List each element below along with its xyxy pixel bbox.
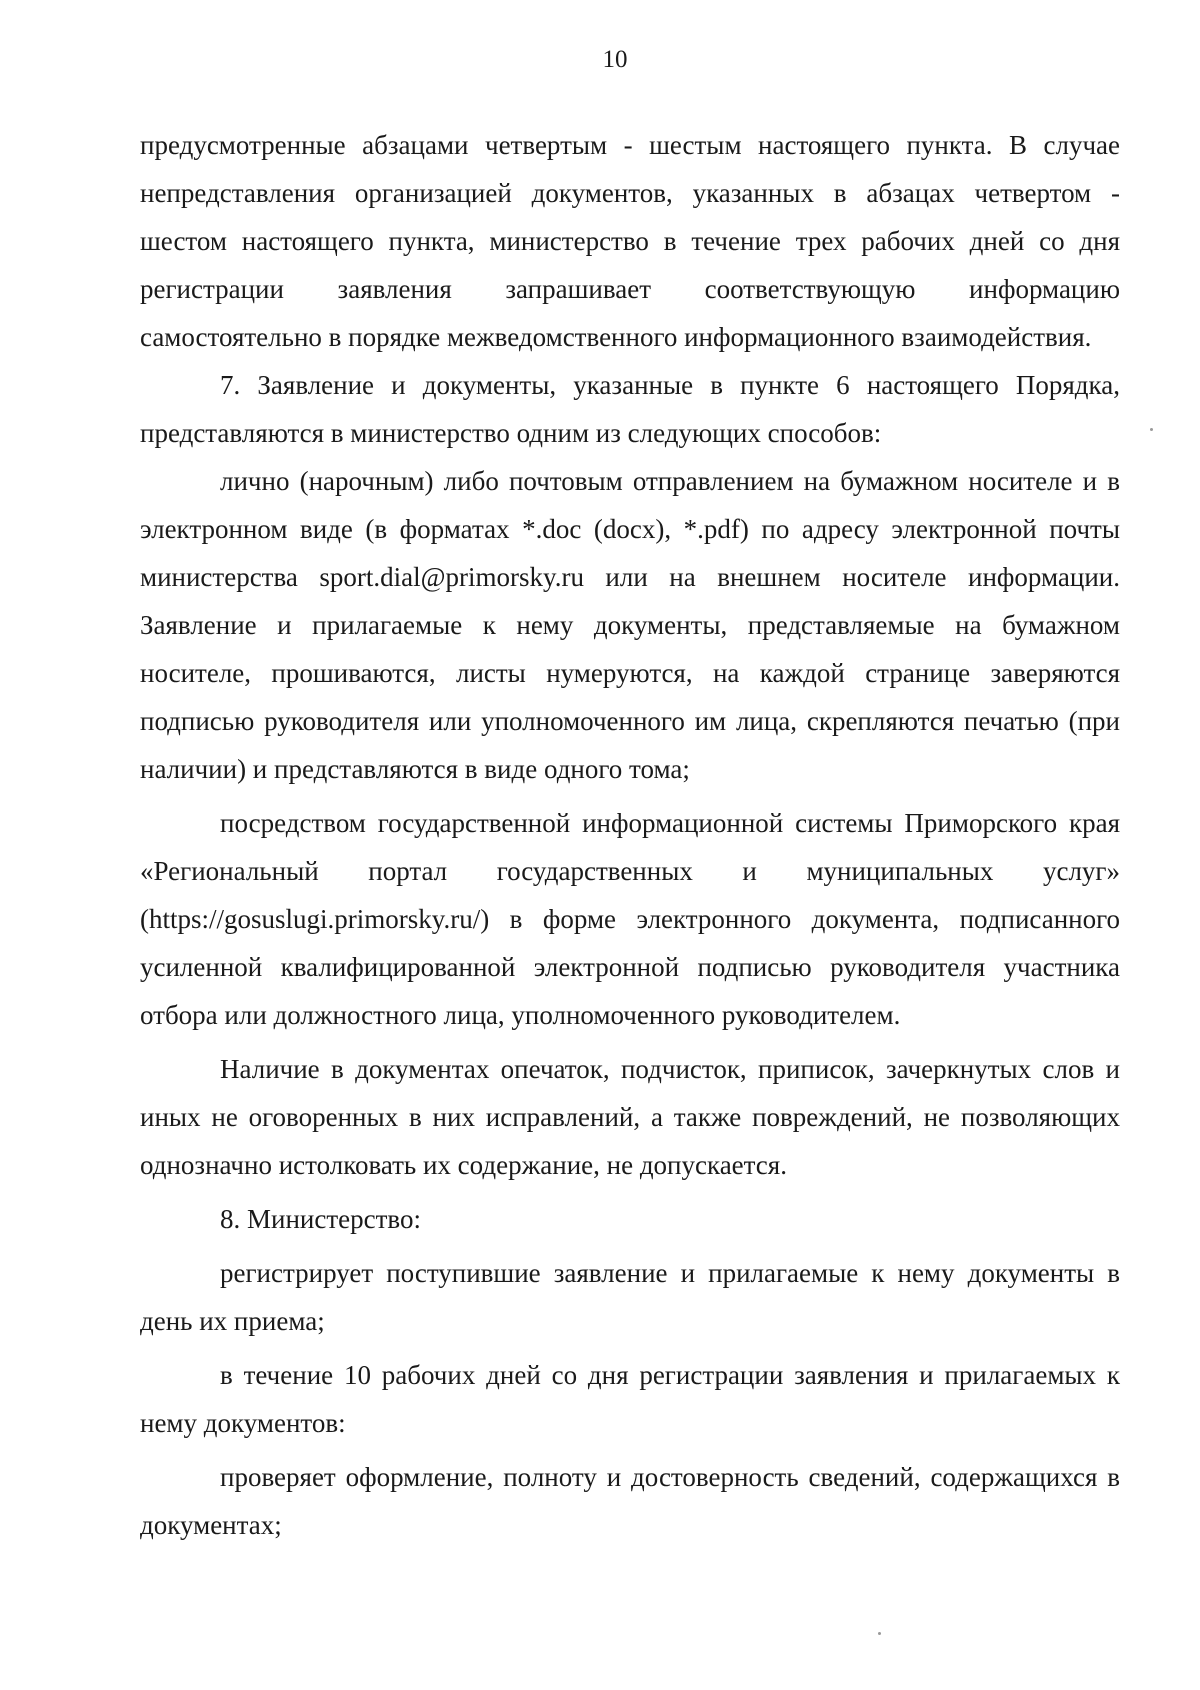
paragraph-verification: проверяет оформление, полноту и достоверность сведений, содержащихся в документах; bbox=[140, 1462, 1120, 1540]
paragraph-review-period: в течение 10 рабочих дней со дня регистрации заявления и прилагаемых к нему документов: bbox=[140, 1360, 1120, 1438]
paragraph-item-8: 8. Министерство: bbox=[220, 1204, 421, 1234]
page-number: 10 bbox=[602, 46, 628, 73]
paragraph-submission-portal: посредством государственной информационной системы Приморского края «Региональный портал государственных и муниципальных услуг» (https://gosuslugi.primorsky.ru/) в форме электронного документа, подписанного усиленной квалифицированной электронной подписью руководителя участника отбора или должностного лица, уполномоченного руководителем. bbox=[140, 808, 1120, 1030]
paragraph-submission-paper: лично (нарочным) либо почтовым отправлением на бумажном носителе и в электронном виде (в форматах *.doc (docx), *.pdf) по адресу электронной почты министерства sport.dial@primorsky.ru или на внешнем носителе информации. Заявление и прилагаемые к нему документы, представляемые на бумажном носителе, прошиваются, листы нумеруются, на каждой странице заверяются подписью руководителя или уполномоченного им лица, скрепляются печатью (при наличии) и представляются в виде одного тома; bbox=[140, 466, 1120, 784]
paragraph-corrections-prohibited: Наличие в документах опечаток, подчисток, приписок, зачеркнутых слов и иных не оговоренных в них исправлений, а также повреждений, не позволяющих однозначно истолковать их содержание, не допускается. bbox=[140, 1054, 1120, 1180]
paragraph-item-7: 7. Заявление и документы, указанные в пункте 6 настоящего Порядка, представляются в министерство одним из следующих способов: bbox=[140, 370, 1120, 448]
paragraph-registration: регистрирует поступившие заявление и прилагаемые к нему документы в день их приема; bbox=[140, 1258, 1120, 1336]
scan-speck bbox=[878, 1632, 881, 1635]
document-body bbox=[140, 121, 1120, 1549]
paragraph-interagency-request: предусмотренные абзацами четвертым - шестым настоящего пункта. В случае непредставления организацией документов, указанных в абзацах четвертом - шестом настоящего пункта, министерство в течение трех рабочих дней со дня регистрации заявления запрашивает соответствующую информацию самостоятельно в порядке межведомственного информационного взаимодействия. bbox=[140, 130, 1120, 352]
scan-speck bbox=[1150, 428, 1153, 431]
